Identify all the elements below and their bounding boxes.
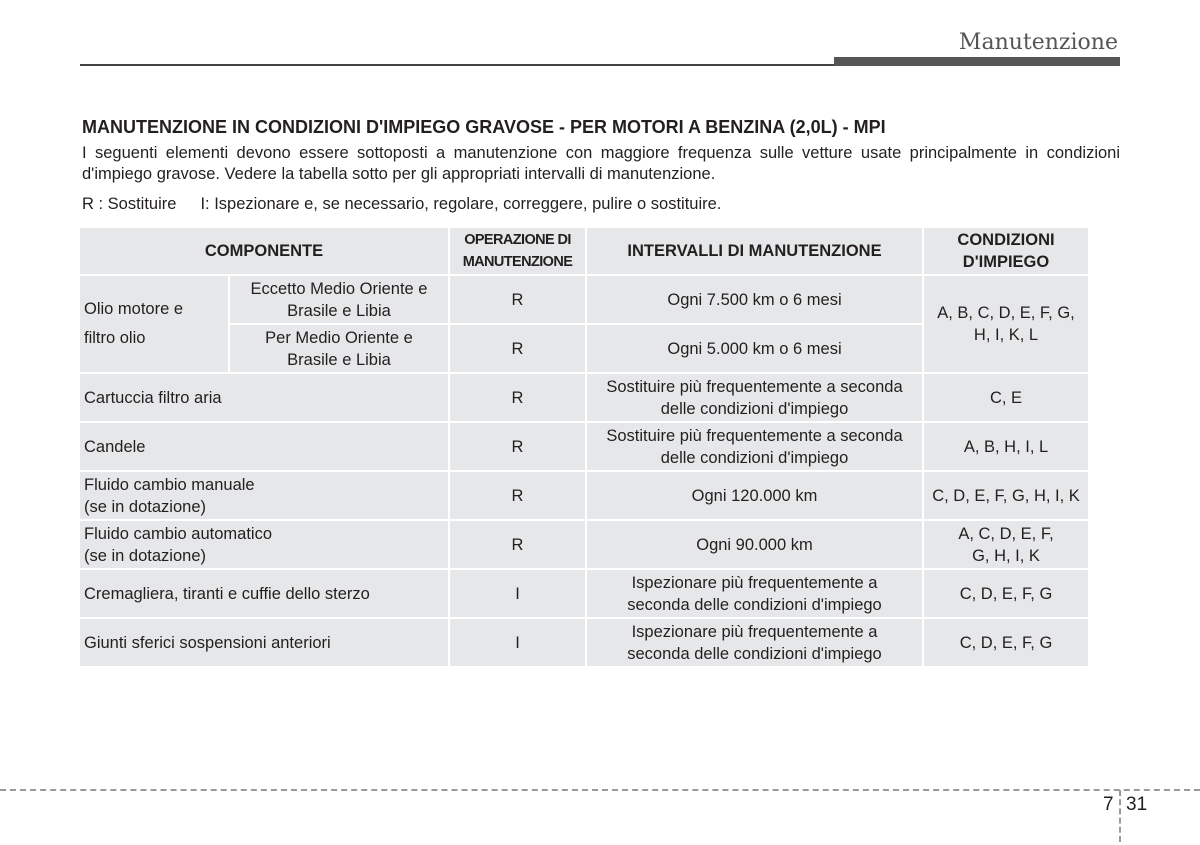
- cell-component: Olio motore e filtro olio: [80, 276, 228, 372]
- cell-operation: R: [450, 423, 585, 470]
- cell-conditions: A, B, H, I, L: [924, 423, 1088, 470]
- cell-conditions: C, D, E, F, G, H, I, K: [924, 472, 1088, 519]
- footer-dotted-line: [0, 789, 1200, 791]
- legend-inspect: I: Ispezionare e, se necessario, regolare, correggere, pulire o sostituire.: [200, 195, 722, 213]
- cell-component: Cremagliera, tiranti e cuffie dello sterzo: [80, 570, 448, 617]
- cell-operation: I: [450, 619, 585, 666]
- cell-operation: R: [450, 374, 585, 421]
- cell-conditions: C, D, E, F, G: [924, 570, 1088, 617]
- table-row: [80, 570, 1088, 617]
- cell-operation: R: [450, 276, 585, 323]
- cell-conditions: C, E: [924, 374, 1088, 421]
- cell-component: Giunti sferici sospensioni anteriori: [80, 619, 448, 666]
- cell-subcomponent: Per Medio Oriente e Brasile e Libia: [230, 325, 448, 372]
- section-title: Manutenzione: [958, 30, 1118, 55]
- header-rule: [80, 64, 836, 66]
- cell-interval: Ogni 7.500 km o 6 mesi: [587, 276, 922, 323]
- table-row: [80, 374, 1088, 421]
- cell-operation: I: [450, 570, 585, 617]
- cell-component: Fluido cambio manuale (se in dotazione): [80, 472, 448, 519]
- header-interval: INTERVALLI DI MANUTENZIONE: [587, 228, 922, 274]
- cell-operation: R: [450, 521, 585, 568]
- table-row: [80, 619, 1088, 666]
- header-rule-bar: [834, 57, 1120, 66]
- cell-interval: Ispezionare più frequentemente a seconda delle condizioni d'impiego: [587, 619, 922, 666]
- table-row: [80, 521, 1088, 568]
- table-row: [80, 472, 1088, 519]
- chapter-number: 7: [1103, 794, 1114, 815]
- page-number-divider: [1119, 790, 1121, 842]
- cell-subcomponent: Eccetto Medio Oriente e Brasile e Libia: [230, 276, 448, 323]
- legend-replace: R : Sostituire: [82, 195, 177, 213]
- table-row: [80, 423, 1088, 470]
- header-component: COMPONENTE: [80, 228, 448, 274]
- table-header-row: [80, 228, 1088, 274]
- cell-interval: Ogni 120.000 km: [587, 472, 922, 519]
- page-heading: MANUTENZIONE IN CONDIZIONI D'IMPIEGO GRAVOSE - PER MOTORI A BENZINA (2,0L) - MPI: [82, 117, 886, 137]
- table-row: [80, 276, 1088, 323]
- cell-interval: Ogni 5.000 km o 6 mesi: [587, 325, 922, 372]
- cell-operation: R: [450, 472, 585, 519]
- page-number: 31: [1126, 794, 1148, 815]
- cell-operation: R: [450, 325, 585, 372]
- header-conditions: CONDIZIONI D'IMPIEGO: [924, 228, 1088, 274]
- legend: [82, 195, 1122, 214]
- cell-component: Fluido cambio automatico (se in dotazione): [80, 521, 448, 568]
- cell-interval: Ogni 90.000 km: [587, 521, 922, 568]
- cell-interval: Ispezionare più frequentemente a seconda delle condizioni d'impiego: [587, 570, 922, 617]
- cell-component: Cartuccia filtro aria: [80, 374, 448, 421]
- cell-interval: Sostituire più frequentemente a seconda delle condizioni d'impiego: [587, 423, 922, 470]
- maintenance-table: [78, 226, 1090, 668]
- cell-component: Candele: [80, 423, 448, 470]
- cell-conditions: A, B, C, D, E, F, G, H, I, K, L: [924, 276, 1088, 372]
- cell-interval: Sostituire più frequentemente a seconda delle condizioni d'impiego: [587, 374, 922, 421]
- header-operation: OPERAZIONE DI MANUTENZIONE: [450, 228, 585, 274]
- intro-paragraph: I seguenti elementi devono essere sottoposti a manutenzione con maggiore frequenza sulle vetture usate principalmente in condizioni d'impiego gravose. Vedere la tabella sotto per gli appropriati intervalli di manutenzione.: [82, 144, 1120, 183]
- cell-conditions: C, D, E, F, G: [924, 619, 1088, 666]
- cell-conditions: A, C, D, E, F, G, H, I, K: [924, 521, 1088, 568]
